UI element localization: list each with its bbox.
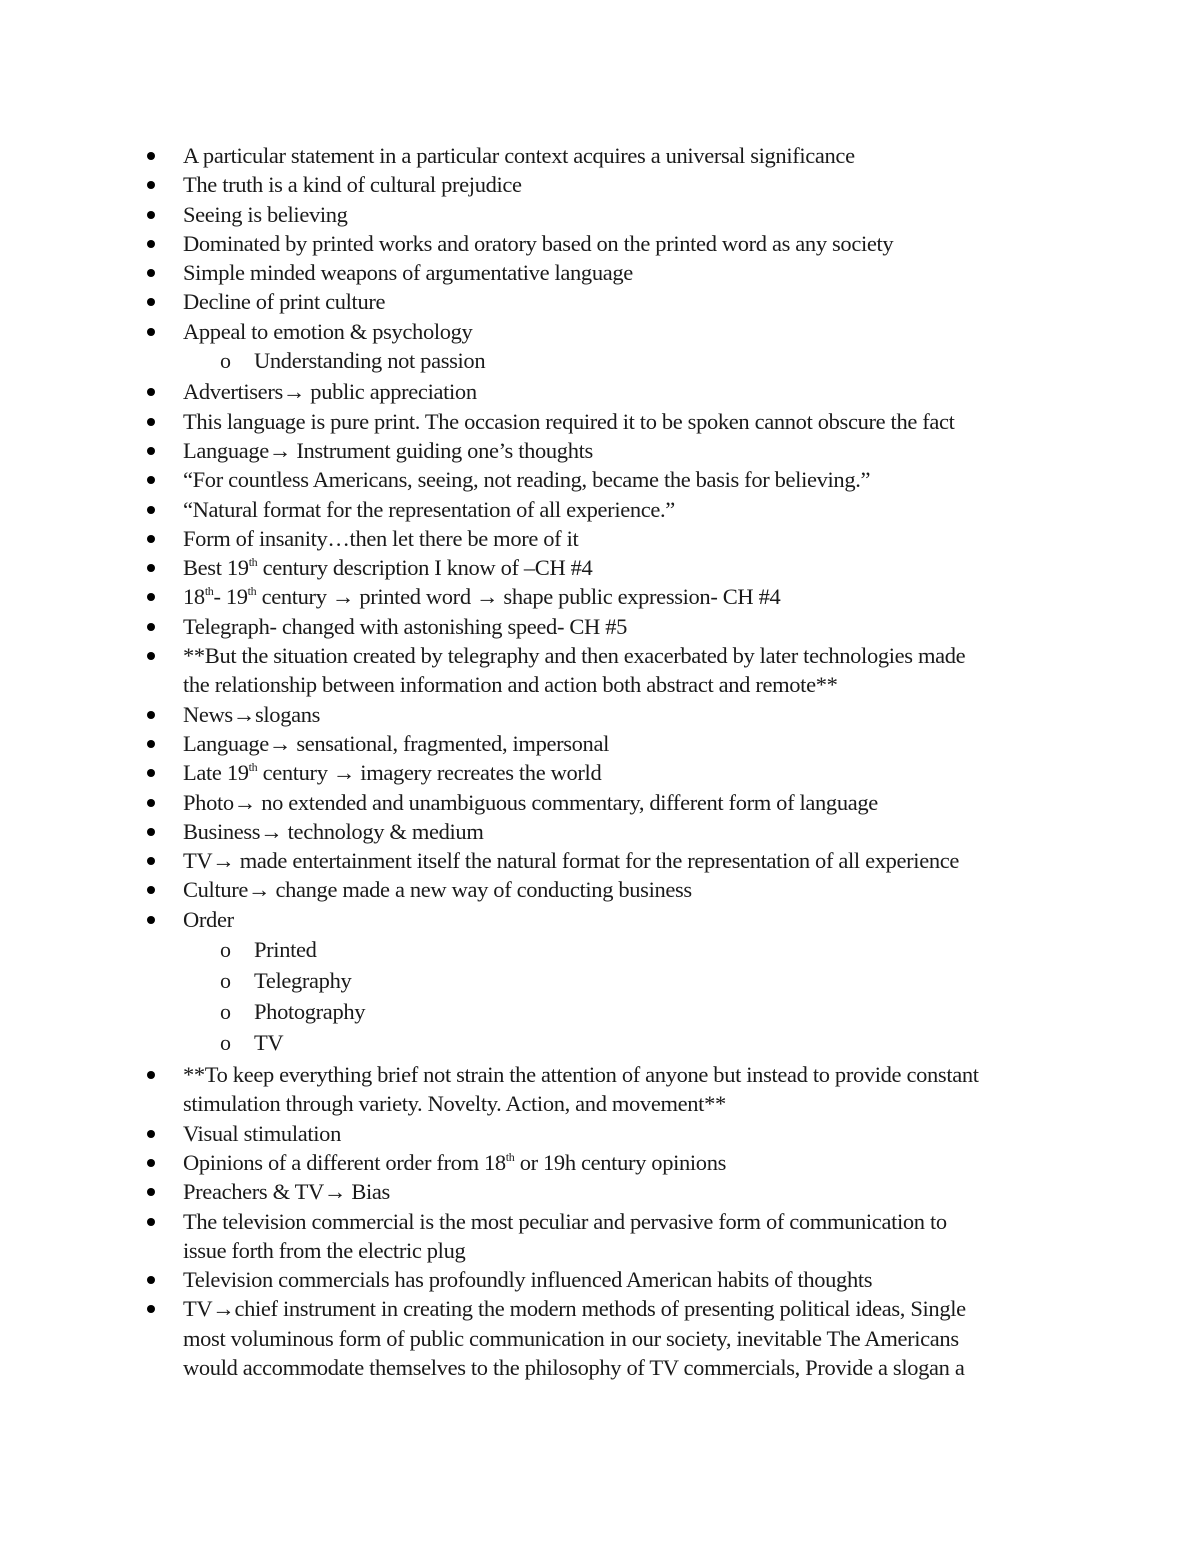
list-item-text: or 19h century opinions: [514, 1149, 727, 1175]
list-item-text: slogans: [255, 701, 321, 727]
list-item: [183, 1207, 1083, 1266]
list-item-text: century: [257, 760, 333, 786]
list-item: [183, 465, 1083, 494]
list-item-text: Photo: [183, 789, 234, 815]
list-item-text: technology & medium: [282, 818, 484, 844]
bullet-icon: [147, 1159, 155, 1167]
list-item-text: Preachers & TV: [183, 1179, 324, 1205]
sub-list-item: [220, 996, 1083, 1027]
list-item-text: Opinions of a different order from 18: [183, 1149, 506, 1175]
bullet-icon: [147, 740, 155, 748]
list-item: [183, 317, 1083, 378]
bullet-icon: [147, 152, 155, 160]
bullet-icon: [147, 328, 155, 336]
bullet-icon: [147, 711, 155, 719]
arrow-icon: →: [323, 1179, 347, 1205]
list-item-text: Simple minded weapons of argumentative language: [183, 260, 633, 286]
bullet-icon: [147, 1276, 155, 1284]
list-item: [183, 229, 1083, 258]
list-item-text: - 19: [213, 584, 248, 610]
list-item-text: Television commercials has profoundly influenced American habits of thoughts: [183, 1267, 873, 1293]
order-sub-list: [183, 934, 1083, 1060]
list-item: [183, 495, 1083, 524]
list-item-text: Order: [183, 906, 234, 932]
sub-list-item: [220, 1027, 1083, 1058]
bullet-icon: [147, 1218, 155, 1226]
arrow-icon: →: [232, 701, 255, 727]
arrow-icon: →: [282, 379, 306, 405]
list-item-text: printed word: [354, 584, 476, 610]
bullet-icon: [147, 1130, 155, 1138]
list-item: [183, 436, 1083, 465]
sub-bullet-icon: o: [220, 348, 231, 374]
list-item-text: Appeal to emotion & psychology: [183, 318, 473, 344]
superscript: th: [248, 760, 258, 775]
bullet-icon: [147, 828, 155, 836]
bullet-icon: [147, 476, 155, 484]
list-item: [183, 905, 1083, 1060]
superscript: th: [248, 555, 258, 570]
bullet-icon: [147, 1188, 155, 1196]
bullet-icon: [147, 240, 155, 248]
list-item: [183, 1148, 1083, 1177]
list-item: [183, 1265, 1083, 1294]
bullet-icon: [147, 623, 155, 631]
list-item: [183, 287, 1083, 316]
sub-bullet-icon: o: [220, 937, 231, 963]
superscript: th: [204, 584, 214, 599]
bullet-icon: [147, 388, 155, 396]
list-item: [183, 553, 1083, 582]
bullet-icon: [147, 1071, 155, 1079]
sub-list-item-text: TV: [254, 1030, 284, 1056]
bullet-icon: [147, 298, 155, 306]
list-item-text: Business: [183, 818, 261, 844]
list-item: [183, 700, 1083, 729]
list-item-text: Best 19: [183, 555, 249, 581]
list-item-text: the relationship between information and action both abstract and remote**: [183, 672, 838, 698]
sub-list-item-text: Telegraphy: [254, 968, 352, 994]
superscript: th: [247, 584, 257, 599]
sub-list-item-text: Photography: [254, 999, 366, 1025]
bullet-icon: [147, 886, 155, 894]
sub-bullet-icon: o: [220, 968, 231, 994]
bullet-icon: [147, 211, 155, 219]
list-item-text: The truth is a kind of cultural prejudice: [183, 172, 522, 198]
list-item: [183, 846, 1083, 875]
sub-bullet-icon: o: [220, 1030, 231, 1056]
list-item-text: News: [183, 701, 233, 727]
notes-list: [183, 141, 1083, 1382]
arrow-icon: →: [476, 584, 499, 610]
list-item-text: Advertisers: [183, 379, 283, 405]
list-item-text: **But the situation created by telegraphy and then exacerbated by later technologies made: [183, 643, 966, 669]
list-item-text: made entertainment itself the natural format for the representation of all experience: [234, 848, 960, 874]
list-item: [183, 200, 1083, 229]
list-item-text: century: [256, 584, 332, 610]
bullet-icon: [147, 447, 155, 455]
list-item-text: Form of insanity…then let there be more of it: [183, 525, 579, 551]
list-item: [183, 407, 1083, 436]
arrow-icon: →: [248, 877, 271, 903]
list-item-text: Culture: [183, 877, 249, 903]
list-item: [183, 258, 1083, 287]
list-item-text: no extended and unambiguous commentary, different form of language: [255, 789, 878, 815]
list-item-text: imagery recreates the world: [355, 760, 602, 786]
list-item: [183, 524, 1083, 553]
list-item: [183, 875, 1083, 904]
arrow-icon: →: [268, 437, 292, 463]
list-item-text: change made a new way of conducting business: [270, 877, 692, 903]
list-item-text: This language is pure print. The occasion required it to be spoken cannot obscure the fact: [183, 408, 955, 434]
list-item: [183, 141, 1083, 170]
list-item-text: TV: [183, 848, 213, 874]
list-item: [183, 1119, 1083, 1148]
list-item-text: shape public expression- CH #4: [498, 584, 781, 610]
arrow-icon: →: [332, 760, 356, 786]
list-item: [183, 1060, 1083, 1119]
sub-bullet-icon: o: [220, 999, 231, 1025]
sub-list-item-text: Printed: [254, 937, 317, 963]
list-item-text: Decline of print culture: [183, 289, 386, 315]
arrow-icon: →: [260, 818, 283, 844]
list-item: [183, 1177, 1083, 1206]
arrow-icon: →: [233, 789, 256, 815]
list-item-text: most voluminous form of public communication in our society, inevitable The Americans: [183, 1325, 959, 1351]
bullet-icon: [147, 418, 155, 426]
list-item-text: sensational, fragmented, impersonal: [291, 730, 609, 756]
list-item-text: Telegraph- changed with astonishing speed- CH #5: [183, 613, 628, 639]
list-item-text: stimulation through variety. Novelty. Action, and movement**: [183, 1091, 726, 1117]
bullet-icon: [147, 181, 155, 189]
list-item-text: Language: [183, 437, 269, 463]
bullet-icon: [147, 916, 155, 924]
list-item-text: **To keep everything brief not strain the attention of anyone but instead to provide constant: [183, 1062, 979, 1088]
bullet-icon: [147, 1305, 155, 1313]
arrow-icon: →: [268, 730, 292, 756]
bullet-icon: [147, 535, 155, 543]
sub-list-item: [220, 934, 1083, 965]
list-item-text: century description I know of –CH #4: [257, 555, 593, 581]
list-item: [183, 377, 1083, 406]
bullet-icon: [147, 269, 155, 277]
list-item: [183, 758, 1083, 787]
list-item: [183, 729, 1083, 758]
bullet-icon: [147, 593, 155, 601]
list-item-text: “For countless Americans, seeing, not reading, became the basis for believing.”: [183, 467, 871, 493]
bullet-icon: [147, 769, 155, 777]
list-item-text: Seeing is believing: [183, 201, 348, 227]
list-item-text: TV: [183, 1296, 213, 1322]
superscript: th: [505, 1149, 515, 1164]
sub-list: [183, 346, 1083, 377]
list-item-text: “Natural format for the representation of all experience.”: [183, 496, 675, 522]
list-item-text: 18: [183, 584, 205, 610]
sub-list-item: [220, 965, 1083, 996]
list-item: [183, 817, 1083, 846]
bullet-icon: [147, 564, 155, 572]
list-item-text: public appreciation: [305, 379, 477, 405]
list-item: [183, 612, 1083, 641]
list-item-text: Visual stimulation: [183, 1120, 341, 1146]
list-item-text: would accommodate themselves to the philosophy of TV commercials, Provide a slogan a: [183, 1354, 965, 1380]
list-item: [183, 1294, 1083, 1382]
bullet-icon: [147, 652, 155, 660]
list-item-text: chief instrument in creating the modern methods of presenting political ideas, Single: [234, 1296, 966, 1322]
bullet-icon: [147, 857, 155, 865]
list-item-text: Instrument guiding one’s thoughts: [291, 437, 593, 463]
list-item-text: Language: [183, 730, 269, 756]
sub-list-item-text: Understanding not passion: [254, 348, 486, 374]
list-item-text: Bias: [346, 1179, 390, 1205]
arrow-icon: →: [331, 584, 355, 610]
bullet-icon: [147, 506, 155, 514]
list-item: [183, 641, 1083, 700]
list-item-text: A particular statement in a particular context acquires a universal significance: [183, 143, 855, 168]
list-item: [183, 170, 1083, 199]
list-item: [183, 788, 1083, 817]
list-item-text: issue forth from the electric plug: [183, 1237, 466, 1263]
list-item: [183, 582, 1083, 611]
arrow-icon: →: [212, 848, 235, 874]
bullet-icon: [147, 799, 155, 807]
arrow-icon: →: [212, 1296, 235, 1322]
sub-list-item: [220, 346, 1083, 375]
list-item-text: Late 19: [183, 760, 249, 786]
list-item-text: Dominated by printed works and oratory based on the printed word as any society: [183, 230, 894, 256]
list-item-text: The television commercial is the most peculiar and pervasive form of communication to: [183, 1208, 947, 1234]
